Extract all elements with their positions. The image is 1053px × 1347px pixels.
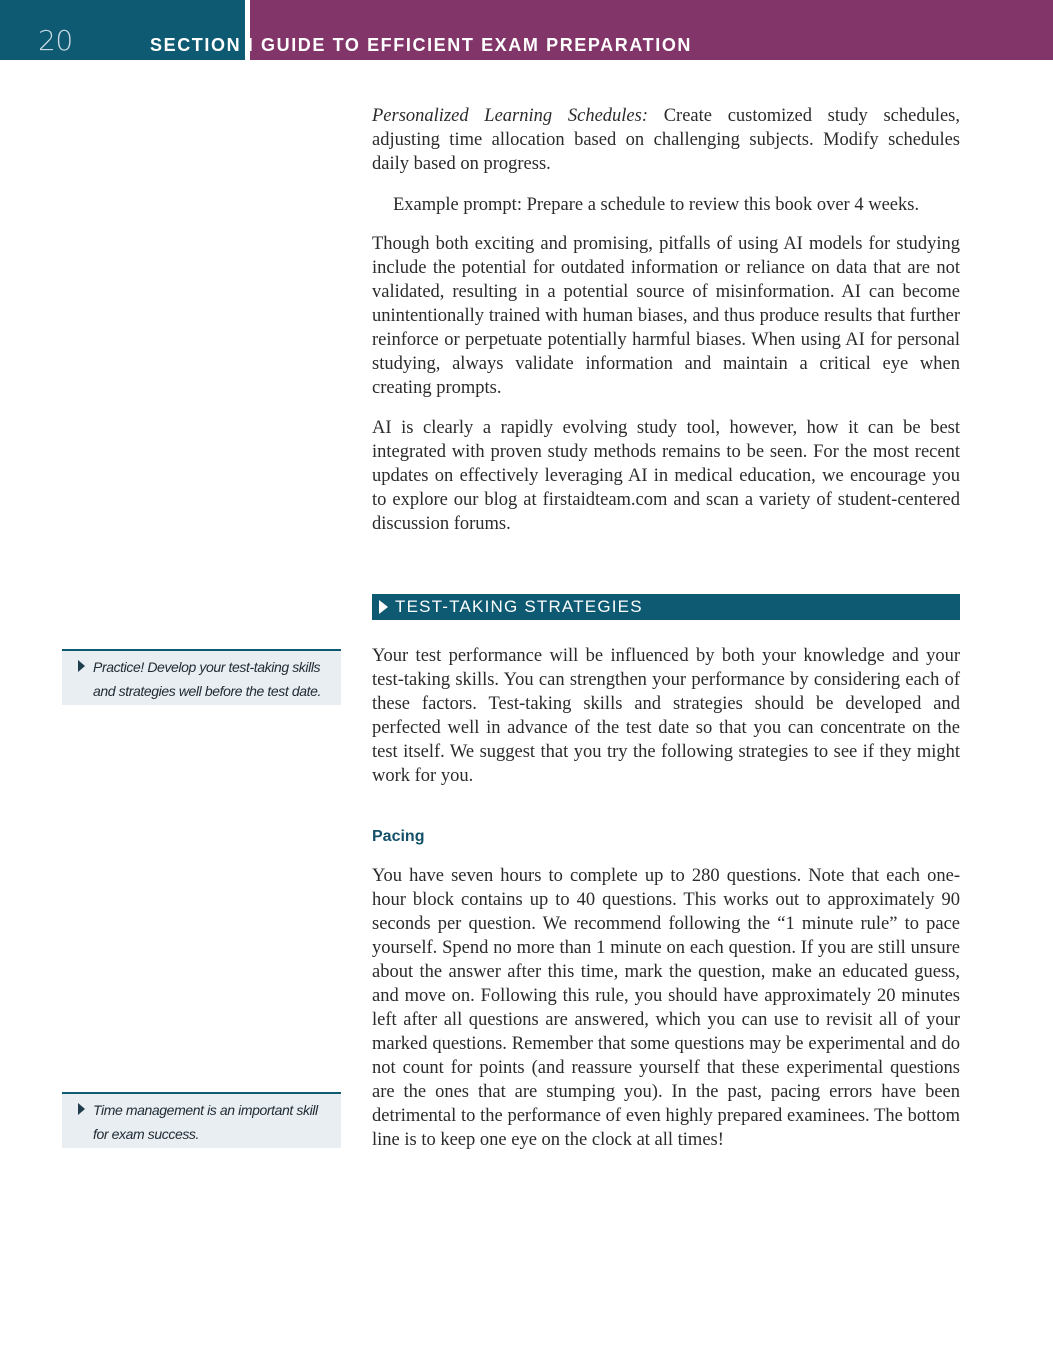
triangle-bullet-icon xyxy=(379,600,388,614)
paragraph-pacing: You have seven hours to complete up to 280 questions. Note that each one-hour block contains up to 40 questions. This works out to approximately 90 seconds per question. We recommend following the “1 minute rule” to pace yourself. Spend no more than 1 minute on each question. If you are still unsure about the answer after this time, mark the question, make an educated guess, and move on. Following this rule, you should have approximately 20 minutes left after all questions are answered, which you can use to revisit all of your marked questions. Remember that some questions may be experimental and do not count for points (and reassure yourself that these experimental questions are the ones that are stumping you). In the past, pacing errors have been detrimental to the performance of even highly prepared examinees. The bottom line is to keep one eye on the clock at all times! xyxy=(372,866,960,1150)
triangle-bullet-icon xyxy=(78,1103,85,1115)
sidebar-note-time-management xyxy=(62,1092,341,1148)
example-prompt: Example prompt: Prepare a schedule to review this book over 4 weeks. xyxy=(393,195,920,215)
section-heading-bar xyxy=(372,594,960,620)
page-number: 20 xyxy=(38,24,73,57)
paragraph-test-performance: Your test performance will be influenced by both your knowledge and your test-taking skills. You can strengthen your performance by considering each of these factors. Test-taking skills and strategies should be developed and perfected well in advance of the test date so that you can concentrate on the test itself. We suggest that you try the following strategies to see if they might work for you. xyxy=(372,646,960,786)
subheading-pacing: Pacing xyxy=(372,828,425,845)
sidebar-note-practice xyxy=(62,649,341,705)
paragraph-ai-pitfalls: Though both exciting and promising, pitfalls of using AI models for studying include the potential for outdated information or reliance on data that are not validated, resulting in a potential source of misinformation. AI can become unintentionally trained with human biases, and thus produce results that further reinforce or perpetuate potentially harmful biases. When using AI for personal studying, always validate information and maintain a critical eye when creating prompts. xyxy=(372,234,960,398)
paragraph-ai-evolving: AI is clearly a rapidly evolving study tool, however, how it can be best integrated with proven study methods remains to be seen. For the most recent updates on effectively leveraging AI in medical education, we encourage you to explore our blog at firstaidteam.com and scan a variety of student-centered discussion forums. xyxy=(372,418,960,534)
paragraph-personalized-schedules xyxy=(372,104,960,176)
term-label: Personalized Learning Schedules: xyxy=(372,106,648,126)
section-heading: TEST-TAKING STRATEGIES xyxy=(395,597,643,616)
section-label: SECTION I xyxy=(150,35,255,55)
sidebar-note-text: Time management is an important skill for exam success. xyxy=(93,1102,318,1142)
chapter-title: GUIDE TO EFFICIENT EXAM PREPARATION xyxy=(261,35,693,55)
triangle-bullet-icon xyxy=(78,660,85,672)
paragraph-text: Create customized study schedules, adjusting time allocation based on challenging subjects. Modify schedules daily based on progress. xyxy=(372,106,960,174)
sidebar-note-text: Practice! Develop your test-taking skills and strategies well before the test date. xyxy=(93,659,321,699)
